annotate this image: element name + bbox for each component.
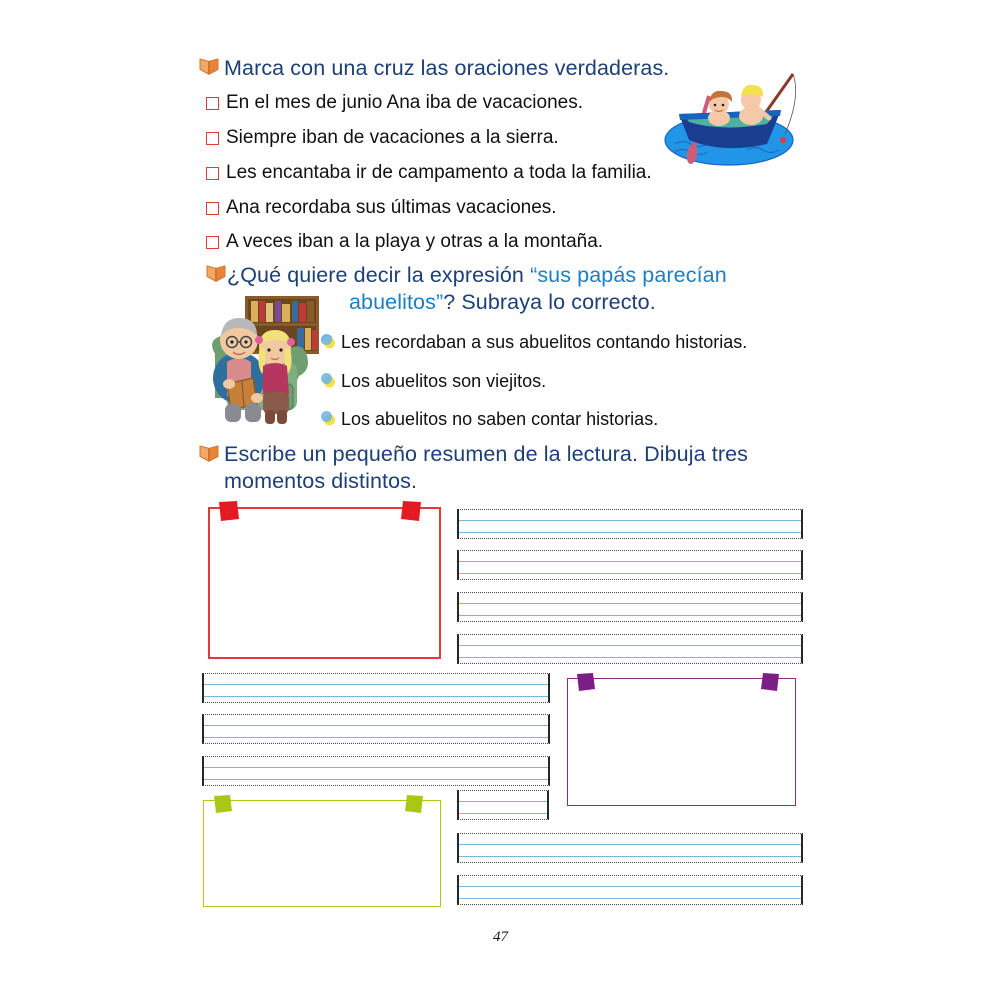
writing-line-block[interactable]: [202, 673, 550, 703]
rule-line: [204, 779, 548, 780]
rule-line: [459, 657, 801, 658]
writing-line-block[interactable]: [457, 550, 803, 580]
tape-red-left: [217, 500, 241, 529]
option-1-label[interactable]: Les recordaban a sus abuelitos contando historias.: [341, 332, 748, 352]
activity-2-instruction-quote-line1: “sus papás parecían: [530, 263, 727, 287]
activity-1-instruction: Marca con una cruz las oraciones verdaderas.: [224, 56, 670, 80]
statement-3-label: Les encantaba ir de campamento a toda la familia.: [226, 162, 652, 183]
checkbox-statement-4[interactable]: [206, 202, 219, 215]
statement-2-label: Siempre iban de vacaciones a la sierra.: [226, 127, 559, 148]
rule-line: [459, 532, 801, 533]
rule-line: [204, 737, 548, 738]
statement-5-label: A veces iban a la playa y otras a la montaña.: [226, 231, 604, 252]
open-book-icon: [199, 58, 219, 75]
tape-green-right: [404, 794, 426, 821]
rule-line: [204, 696, 548, 697]
writing-line-block[interactable]: [457, 592, 803, 622]
activity-2-instruction: [227, 262, 807, 289]
tape-red-right: [400, 500, 424, 529]
rule-line: [459, 898, 801, 899]
writing-line-block[interactable]: [457, 634, 803, 664]
rule-line: [459, 844, 801, 845]
rule-line: [459, 573, 801, 574]
bullet-dot-icon: [320, 373, 336, 388]
tape-purple-left: [575, 672, 597, 699]
rule-line: [459, 856, 801, 857]
writing-line-block[interactable]: [457, 790, 549, 820]
activity-2-instruction-line2: [349, 289, 809, 316]
boat-fishing-illustration: [663, 62, 803, 170]
rule-line: [459, 886, 801, 887]
page-number: 47: [493, 929, 508, 945]
rule-line: [204, 767, 548, 768]
open-book-icon: [206, 265, 226, 282]
checkbox-statement-1[interactable]: [206, 97, 219, 110]
open-book-icon: [199, 445, 219, 462]
bullet-dot-icon: [320, 334, 336, 349]
rule-line: [459, 615, 801, 616]
rule-line: [459, 561, 801, 562]
writing-line-block[interactable]: [202, 714, 550, 744]
rule-line: [459, 645, 801, 646]
option-3-label[interactable]: Los abuelitos no saben contar historias.: [341, 409, 659, 429]
checkbox-statement-3[interactable]: [206, 167, 219, 180]
rule-line: [459, 603, 801, 604]
bullet-dot-icon: [320, 411, 336, 426]
checkbox-statement-5[interactable]: [206, 236, 219, 249]
writing-line-block[interactable]: [457, 509, 803, 539]
statement-4-label: Ana recordaba sus últimas vacaciones.: [226, 197, 557, 218]
rule-line: [459, 813, 547, 814]
drawing-frame-red[interactable]: [208, 507, 441, 659]
writing-line-block[interactable]: [457, 875, 803, 905]
option-2-label[interactable]: Los abuelitos son viejitos.: [341, 371, 547, 391]
rule-line: [204, 684, 548, 685]
activity-2-instruction-quote-line2: abuelitos”: [349, 290, 444, 314]
tape-green-left: [212, 794, 234, 821]
statement-1-label: En el mes de junio Ana iba de vacaciones.: [226, 92, 584, 113]
activity-3-instruction-line1: Escribe un pequeño resumen de la lectura. Dibuja tres: [224, 442, 748, 466]
activity-2-instruction-line1-plain: ¿Qué quiere decir la expresión: [227, 263, 531, 287]
grandfather-reading-illustration: [197, 292, 325, 432]
checkbox-statement-2[interactable]: [206, 132, 219, 145]
rule-line: [459, 520, 801, 521]
writing-line-block[interactable]: [457, 833, 803, 863]
activity-3-instruction-line2: momentos distintos.: [224, 469, 418, 493]
writing-line-block[interactable]: [202, 756, 550, 786]
activity-2-instruction-line2-plain: ? Subraya lo correcto.: [443, 290, 656, 314]
rule-line: [459, 801, 547, 802]
rule-line: [204, 725, 548, 726]
tape-purple-right: [760, 672, 782, 699]
